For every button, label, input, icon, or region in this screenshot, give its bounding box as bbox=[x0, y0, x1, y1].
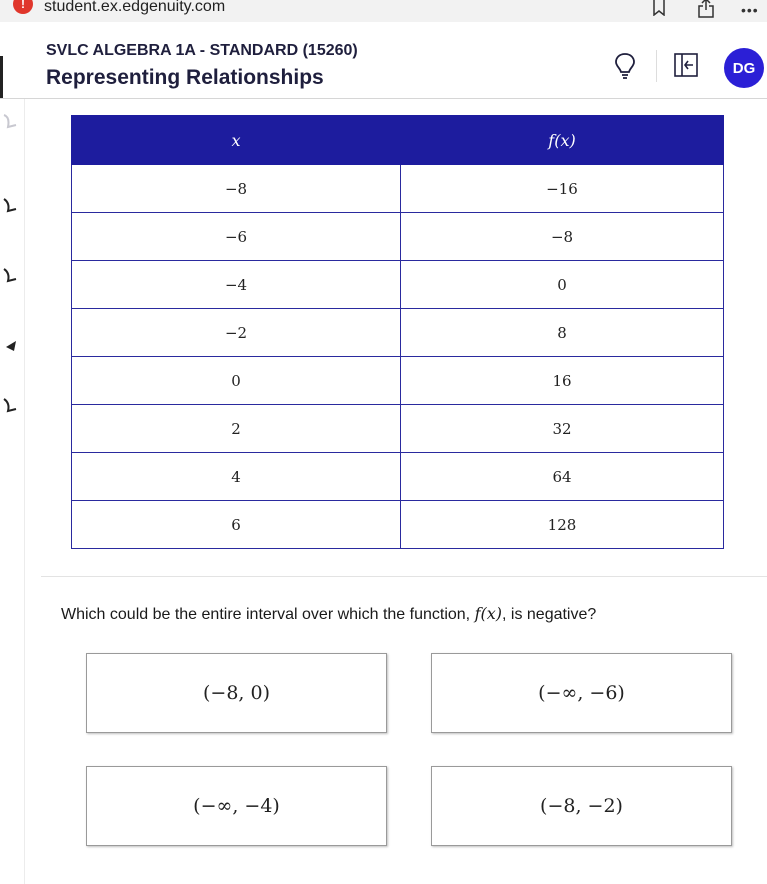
table-cell-fx: 32 bbox=[401, 405, 724, 453]
header-left-bar bbox=[0, 56, 3, 98]
nav-marker-icon[interactable] bbox=[2, 267, 20, 283]
bookmark-icon[interactable] bbox=[651, 0, 667, 16]
answer-option-1[interactable]: (−8, 0) bbox=[86, 653, 387, 733]
course-title: SVLC ALGEBRA 1A - STANDARD (15260) bbox=[46, 42, 358, 59]
table-cell-x: 4 bbox=[72, 453, 401, 501]
header-divider bbox=[656, 50, 657, 82]
question-before: Which could be the entire interval over which the function, bbox=[61, 606, 475, 623]
table-row bbox=[72, 453, 724, 501]
table-cell-x: −4 bbox=[72, 261, 401, 309]
lesson-title: Representing Relationships bbox=[46, 66, 324, 89]
table-cell-fx: 0 bbox=[401, 261, 724, 309]
answer-option-3[interactable]: (−∞, −4) bbox=[86, 766, 387, 846]
more-options-icon[interactable]: ••• bbox=[741, 2, 759, 18]
table-cell-fx: 128 bbox=[401, 501, 724, 549]
table-cell-x: 6 bbox=[72, 501, 401, 549]
table-cell-x: 2 bbox=[72, 405, 401, 453]
table-cell-fx: −8 bbox=[401, 213, 724, 261]
table-cell-fx: −16 bbox=[401, 165, 724, 213]
table-cell-fx: 16 bbox=[401, 357, 724, 405]
table-row bbox=[72, 261, 724, 309]
table-row bbox=[72, 165, 724, 213]
url-text[interactable]: student.ex.edgenuity.com bbox=[44, 0, 226, 15]
nav-marker-icon[interactable] bbox=[2, 337, 20, 353]
question-text bbox=[61, 604, 596, 624]
app-header bbox=[0, 22, 767, 99]
browser-url-bar[interactable] bbox=[0, 0, 767, 22]
nav-marker-icon[interactable] bbox=[2, 397, 20, 413]
table-row bbox=[72, 405, 724, 453]
question-math: f(x) bbox=[474, 604, 502, 623]
table-row bbox=[72, 357, 724, 405]
table-cell-x: −8 bbox=[72, 165, 401, 213]
nav-marker-icon[interactable] bbox=[2, 197, 20, 213]
function-table bbox=[71, 115, 724, 549]
warning-icon[interactable]: ! bbox=[13, 0, 33, 14]
answer-option-2[interactable]: (−∞, −6) bbox=[431, 653, 732, 733]
table-cell-x: −2 bbox=[72, 309, 401, 357]
lightbulb-icon[interactable] bbox=[614, 52, 636, 80]
column-header-fx: f(x) bbox=[401, 116, 724, 165]
table-row bbox=[72, 501, 724, 549]
table-cell-x: −6 bbox=[72, 213, 401, 261]
answer-option-4[interactable]: (−8, −2) bbox=[431, 766, 732, 846]
nav-marker-icon[interactable] bbox=[2, 113, 20, 129]
table-header-row bbox=[72, 116, 724, 165]
user-avatar[interactable]: DG bbox=[724, 48, 764, 88]
question-after: , is negative? bbox=[502, 606, 597, 623]
side-nav-strip bbox=[0, 99, 25, 884]
content-divider bbox=[41, 576, 767, 577]
table-row bbox=[72, 309, 724, 357]
table-cell-fx: 8 bbox=[401, 309, 724, 357]
collapse-panel-icon[interactable] bbox=[674, 53, 698, 77]
column-header-x: x bbox=[72, 116, 401, 165]
table-row bbox=[72, 213, 724, 261]
share-icon[interactable] bbox=[697, 0, 715, 18]
table-cell-fx: 64 bbox=[401, 453, 724, 501]
table-cell-x: 0 bbox=[72, 357, 401, 405]
